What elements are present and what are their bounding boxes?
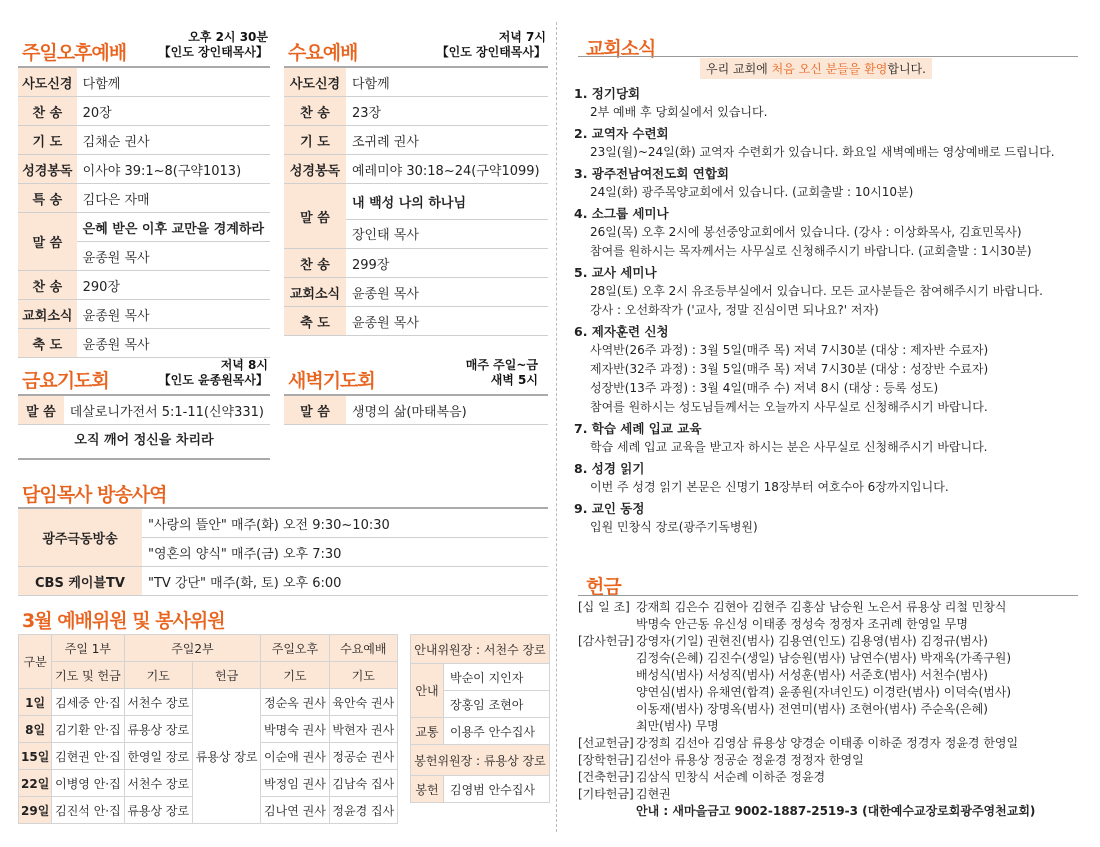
list-item: [선교헌금] 강정희 김선아 김영삼 류용상 양경순 이태종 이하준 정경자 정윤경 한영일: [578, 736, 1019, 750]
order-value: 윤종원 목사: [77, 329, 270, 358]
list-item: [장학헌금] 김선아 류용상 정공순 정윤경 정정자 한영일: [578, 753, 864, 767]
list-item: 9. 교인 동정 입원 민창식 장로(광주기독병원): [574, 501, 758, 534]
list-item: 3. 광주전남여전도회 연합회 24일(화) 광주목양교회에서 있습니다. (교회출발 : 10시10분): [574, 166, 914, 199]
list-item: [감사헌금] 강영자(기일) 권현진(범사) 김용연(인도) 김용영(범사) 김정규(범사) 김정숙(은혜) 김진수(생일) 남승원(범사) 남연수(범사) 박재옥(가족구원) 배성식(범사) 서성직(범사) 서성훈(범사) 서준호(범사) 서천수(범사) 양연심(범사) 유채연(합격) 윤종원(자녀인도) 이경란(범사) 이덕숙(범사) 이동재(범사) 장명옥(범사) 전연미(범사) 조현아(범사) 주순옥(은혜) 최만(범사) 무명: [578, 634, 1012, 733]
program: "TV 강단" 매주(화, 토) 오후 6:00: [142, 567, 548, 596]
order-value: 다함께: [77, 67, 270, 97]
list-item: 6. 제자훈련 신청 사역반(26주 과정) : 3월 5일(매주 목) 저녁 7시30분 (대상 : 제자반 수료자) 제자반(32주 과정) : 3월 5일(매주 목) 저녁 7시30분 (대상 : 성장반 수료자) 성장반(13주 과정) : 3월 4일(매주 수) 저녁 8시 (대상 : 등록 성도) 참여를 원하시는 성도님들께서는 오늘까지 사무실로 신청해주시기 바랍니다.: [574, 324, 989, 414]
table-row: 1일 김세중 안·집 서천수 장로 류용상 장로 정순옥 권사 육안숙 권사: [19, 689, 398, 716]
offering-rule: [578, 595, 1078, 596]
order-value: 김다은 자매: [77, 184, 270, 213]
order-value: 23장: [346, 97, 548, 126]
duty-table: [18, 634, 398, 824]
station-label: 광주극동방송: [18, 508, 142, 567]
preacher: 장인태 목사: [346, 219, 548, 248]
friday-sermon: 오직 깨어 정신을 차리라: [18, 424, 270, 460]
col-sub: 기도: [329, 662, 397, 689]
col-gubun: 구분: [19, 635, 52, 689]
list-item: 8. 성경 읽기 이번 주 성경 읽기 본문은 신명기 18장부터 여호수아 6장까지입니다.: [574, 461, 949, 494]
table-row: 8일 김기환 안·집 류용상 장로 박명숙 권사 박현자 권사: [19, 716, 398, 743]
order-value: 윤종원 목사: [346, 307, 548, 336]
broadcast-table: [18, 507, 548, 596]
list-item: 7. 학습 세례 입교 교육 학습 세례 입교 교육을 받고자 하시는 분은 사무실로 신청해주시기 바랍니다.: [574, 421, 988, 454]
program: "영혼의 양식" 매주(금) 오후 7:30: [142, 538, 548, 567]
sermon-title: 은혜 받은 이후 교만을 경계하라: [77, 213, 270, 242]
order-value: 다함께: [346, 67, 548, 97]
col-header: 수요예배: [329, 635, 397, 662]
order-value: 조귀례 권사: [346, 126, 548, 155]
order-value: 윤종원 목사: [346, 278, 548, 307]
sunday-pm-order: [18, 66, 270, 358]
guide-label: 안내: [411, 664, 444, 718]
col-header: 주일2부: [124, 635, 261, 662]
order-label: 성경봉독: [18, 155, 77, 184]
order-label: 찬 송: [18, 271, 77, 300]
order-label: 성경봉독: [284, 155, 346, 184]
list-item: [건축헌금] 김삼식 민창식 서순례 이하준 정윤경: [578, 770, 826, 784]
order-value: 290장: [77, 271, 270, 300]
news-title: 교회소식: [586, 38, 656, 60]
column-divider: [556, 22, 557, 832]
order-label: 사도신경: [284, 67, 346, 97]
list-item: 2. 교역자 수련회 23일(월)~24일(화) 교역자 수련회가 있습니다. 화요일 새벽예배는 영상예배로 드립니다.: [574, 126, 1055, 159]
list-item: 4. 소그룹 세미나 26일(목) 오후 2시에 봉선중앙교회에서 있습니다. (강사 : 이상화목사, 김효민목사) 참여를 원하시는 목자께서는 사무실로 신청해주시기 바랍니다. (교회출발 : 1시30분): [574, 206, 1032, 258]
wednesday-note: 저녁 7시 【인도 장인태목사】: [436, 30, 546, 59]
order-label: 찬 송: [18, 97, 77, 126]
table-row: 22일 이병영 안·집 서천수 장로 박정임 권사 김남숙 집사: [19, 770, 398, 797]
serve-label: 봉헌: [411, 776, 444, 803]
col-sub: 헌금: [192, 662, 260, 689]
offering-all: 류용상 장로: [192, 689, 260, 824]
col-sub: 기도 및 헌금: [52, 662, 124, 689]
list-item: 5. 교사 세미나 28일(토) 오후 2시 유조등부실에서 있습니다. 모든 교사분들은 참여해주시기 바랍니다. 강사 : 오선화작가 ('교사, 정말 진심이면 되나요?' 저자): [574, 265, 1043, 317]
order-value: 299장: [346, 249, 548, 278]
order-value: 이사야 39:1~8(구약1013): [77, 155, 270, 184]
dawn-title: 새벽기도회: [288, 370, 375, 392]
traffic-label: 교통: [411, 718, 444, 745]
order-label: 찬 송: [284, 97, 346, 126]
order-label: 사도신경: [18, 67, 77, 97]
sermon-title: 내 백성 나의 하나님: [346, 184, 548, 220]
table-row: 15일 김현권 안·집 한영일 장로 이순애 권사 정공순 권사: [19, 743, 398, 770]
sunday-pm-note: 오후 2시 30분 【인도 장인태목사】: [158, 30, 268, 59]
station-label: CBS 케이블TV: [18, 567, 142, 596]
program: "사랑의 뜰안" 매주(화) 오전 9:30~10:30: [142, 508, 548, 538]
welcome-highlight: 처음 오신 분들을 환영: [771, 62, 888, 76]
offering-list: [578, 599, 1083, 820]
order-label: 교회소식: [284, 278, 346, 307]
news-list: [574, 84, 1074, 537]
wednesday-order: [284, 66, 548, 336]
dawn-order: [284, 394, 548, 425]
friday-note: 저녁 8시 【인도 윤종원목사】: [158, 358, 268, 387]
order-label: 말 씀: [18, 395, 64, 425]
col-header: 주일오후: [261, 635, 329, 662]
duty-title: 3월 예배위원 및 봉사위원: [22, 610, 225, 632]
order-label: 말 씀: [18, 213, 77, 271]
col-header: 주일 1부: [52, 635, 124, 662]
col-sub: 기도: [261, 662, 329, 689]
table-row: 29일 김진석 안·집 류용상 장로 김나연 권사 정윤경 집사: [19, 797, 398, 824]
order-label: 말 씀: [284, 184, 346, 249]
volunteer-table: 안내위원장 : 서천수 장로 안내 박순이 지인자 장홍임 조현아 교통 이용주 안수집사 봉헌위원장 : 류용상 장로 봉헌 김영범 안수집사: [410, 634, 550, 803]
col-sub: 기도: [124, 662, 192, 689]
friday-title: 금요기도회: [22, 370, 109, 392]
list-item: [기타헌금] 김현권: [578, 787, 671, 801]
order-label: 축 도: [284, 307, 346, 336]
order-value: 생명의 삶(마태복음): [346, 395, 548, 425]
preacher: 윤종원 목사: [77, 242, 270, 271]
order-label: 기 도: [284, 126, 346, 155]
order-value: 20장: [77, 97, 270, 126]
order-label: 말 씀: [284, 395, 346, 425]
order-value: 데살로니가전서 5:1-11(신약331): [64, 395, 270, 425]
wednesday-title: 수요예배: [288, 42, 358, 64]
account-info: 안내 : 새마을금고 9002-1887-2519-3 (대한예수교장로회광주영천교회): [636, 804, 1036, 818]
order-label: 찬 송: [284, 249, 346, 278]
order-label: 기 도: [18, 126, 77, 155]
order-label: 특 송: [18, 184, 77, 213]
list-item: 1. 정기당회 2부 예배 후 당회실에서 있습니다.: [574, 86, 768, 119]
welcome-banner: 우리 교회에 처음 오신 분들을 환영합니다.: [700, 58, 932, 79]
broadcast-title: 담임목사 방송사역: [22, 484, 167, 506]
order-value: 예레미야 30:18~24(구약1099): [346, 155, 548, 184]
friday-order: [18, 394, 270, 425]
sunday-pm-title: 주일오후예배: [22, 42, 127, 64]
order-value: 윤종원 목사: [77, 300, 270, 329]
news-rule: [578, 56, 1078, 57]
order-value: 김채순 권사: [77, 126, 270, 155]
guide-head: 안내위원장 : 서천수 장로: [411, 635, 550, 664]
list-item: [십 일 조] 강재희 김은수 김현아 김현주 김홍삼 남승원 노은서 류용상 리철 민창식 박명숙 안근동 유신성 이태종 정성숙 정정자 조귀례 한영일 무명: [578, 600, 1007, 631]
dawn-note: 매주 주일~금 새벽 5시: [465, 358, 538, 387]
serve-head: 봉헌위원장 : 류용상 장로: [411, 745, 550, 776]
offering-title: 헌금: [586, 576, 621, 598]
order-label: 교회소식: [18, 300, 77, 329]
order-label: 축 도: [18, 329, 77, 358]
